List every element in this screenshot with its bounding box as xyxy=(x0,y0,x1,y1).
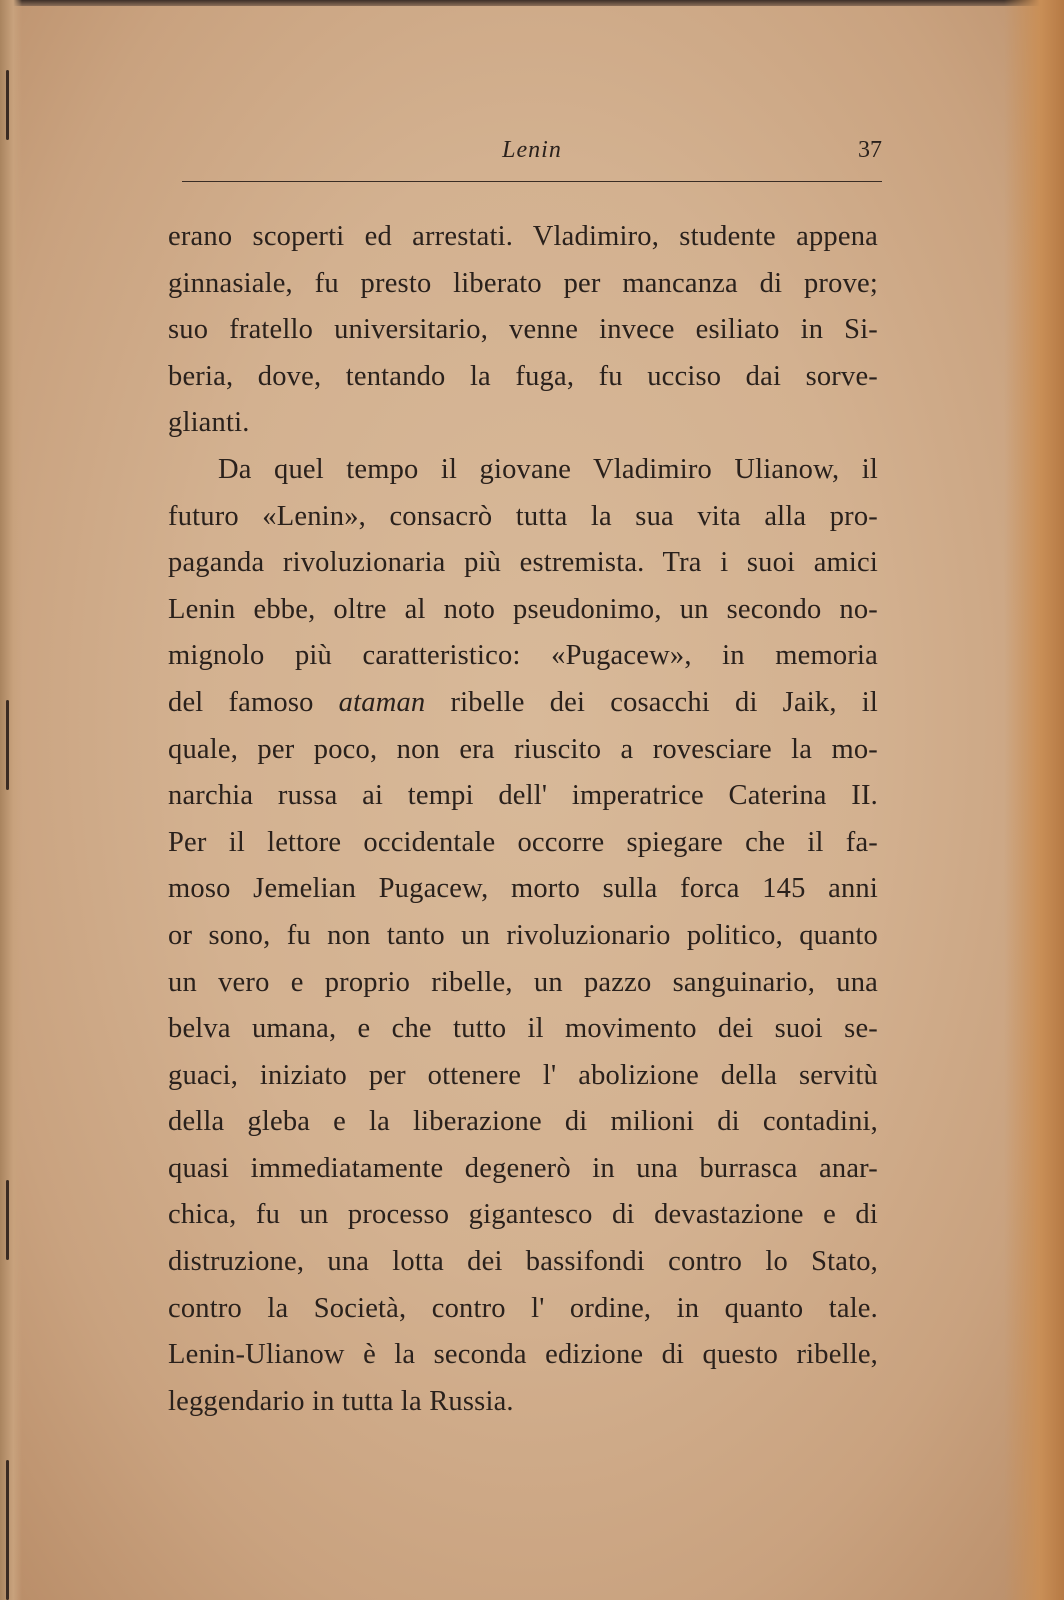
text-line: Lenin-Ulianow è la seconda edizione di questo ribelle, xyxy=(168,1339,878,1371)
text-line: or sono, fu non tanto un rivoluzionario politico, quanto xyxy=(168,919,878,951)
page-top-edge xyxy=(0,0,1064,6)
text-line: mignolo più caratteristico: «Pugacew», in memoria xyxy=(168,640,878,672)
text-line: belva umana, e che tutto il movimento dei suoi se- xyxy=(168,1013,878,1045)
page-binding-edge xyxy=(0,0,22,1600)
text-line: ginnasiale, fu presto liberato per mancanza di prove; xyxy=(168,267,878,299)
running-title: Lenin xyxy=(502,137,562,163)
text-line: erano scoperti ed arrestati. Vladimiro, studente appena xyxy=(168,221,878,252)
text-line: un vero e proprio ribelle, un pazzo sanguinario, una xyxy=(168,966,878,998)
binding-thread xyxy=(6,70,9,140)
text-line: moso Jemelian Pugacew, morto sulla forca 145 anni xyxy=(168,873,878,905)
text-line: guaci, iniziato per ottenere l' abolizione della servitù xyxy=(168,1059,878,1091)
text-line: futuro «Lenin», consacrò tutta la sua vita alla pro- xyxy=(168,500,878,532)
binding-thread xyxy=(6,700,9,790)
text-line: narchia russa ai tempi dell' imperatrice Caterina II. xyxy=(168,780,878,812)
binding-thread xyxy=(6,1460,9,1600)
text-line: Lenin ebbe, oltre al noto pseudonimo, un secondo no- xyxy=(168,593,878,625)
text-fragment: del famoso xyxy=(168,686,339,718)
text-fragment: ribelle dei cosacchi di Jaik, il xyxy=(425,686,878,718)
paragraph-end-line: leggendario in tutta la Russia. xyxy=(168,1385,514,1417)
text-line: Per il lettore occidentale occorre spiegare che il fa- xyxy=(168,826,878,858)
paragraph-start-line: Da quel tempo il giovane Vladimiro Ulianow, il xyxy=(218,453,878,485)
text-line: quasi immediatamente degenerò in una burrasca anar- xyxy=(168,1152,878,1184)
text-line: paganda rivoluzionaria più estremista. Tra i suoi amici xyxy=(168,547,878,579)
header-rule xyxy=(182,181,882,182)
running-head xyxy=(182,133,882,169)
text-line: distruzione, una lotta dei bassifondi contro lo Stato, xyxy=(168,1246,878,1278)
text-line: beria, dove, tentando la fuga, fu ucciso dai sorve- xyxy=(168,360,878,392)
body-text xyxy=(168,214,878,1425)
page-number: 37 xyxy=(858,137,882,163)
text-line: della gleba e la liberazione di milioni di contadini, xyxy=(168,1106,878,1138)
text-line: quale, per poco, non era riuscito a rovesciare la mo- xyxy=(168,733,878,765)
text-line-with-italic xyxy=(168,680,878,727)
text-line: contro la Società, contro l' ordine, in quanto tale. xyxy=(168,1292,878,1324)
page-fore-edge xyxy=(1004,0,1064,1600)
paragraph-end-line: glianti. xyxy=(168,407,250,439)
text-line: suo fratello universitario, venne invece esiliato in Si- xyxy=(168,314,878,346)
text-line: chica, fu un processo gigantesco di devastazione e di xyxy=(168,1199,878,1231)
binding-thread xyxy=(6,1180,9,1260)
italic-term: ataman xyxy=(338,686,426,718)
